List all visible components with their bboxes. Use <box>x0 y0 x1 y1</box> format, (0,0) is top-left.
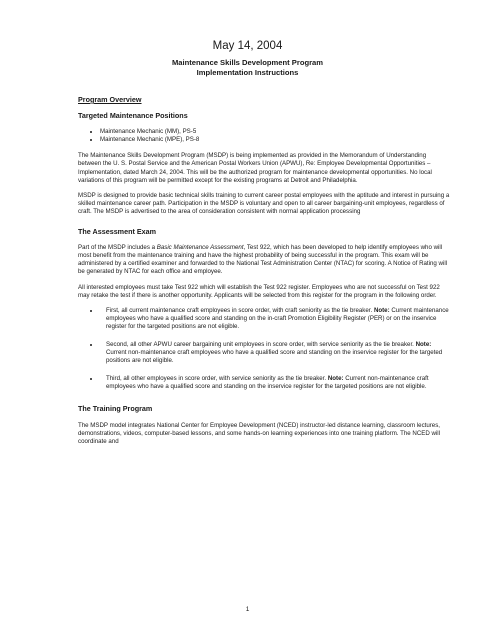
list-item: • Maintenance Mechanic (MPE), PS-8 <box>100 136 450 144</box>
list-item: • Maintenance Mechanic (MM), PS-5 <box>100 128 450 136</box>
list-item <box>100 341 450 365</box>
title-line-1: Maintenance Skills Development Program <box>171 58 324 67</box>
text-run: Part of the MSDP includes a <box>78 244 157 252</box>
positions-list <box>78 128 450 144</box>
paragraph: All interested employees must take Test 922 which will establish the Test 922 register. Employees who are not successful on Test 922 may retake the test if there is another opportunity. Applicants will be selected from this register for the program in the following order. <box>78 283 440 299</box>
list-item <box>100 307 450 331</box>
title-line-2: Implementation Instructions <box>196 68 299 77</box>
note-label: Note: <box>373 306 390 314</box>
text-run: , Test 922, which has been developed to help identify employees who will most benefit from the maintenance training and have the highest probability of being successful in the program. This exam will be administered by a certified examiner and forwarded to the National Test Administration Center (NTAC) for scoring. A Notice of Rating will be generated by NTAC for each office and employee. <box>78 244 448 276</box>
note-text: Current non-maintenance craft employees who have a qualified score and standing on the inservice register for the targeted positions are not eligible. <box>106 375 429 391</box>
italic-text: Basic Maintenance Assessment <box>156 244 244 252</box>
paragraph: The MSDP model integrates National Center for Employee Development (NCED) instructor-led distance learning, classroom lectures, demonstrations, videos, computer-based lessons, and some hands-on learning experiences into one training platform. The NCED will coordinate and <box>78 421 441 445</box>
page-number: 1 <box>245 606 250 613</box>
bullet-text: Second, all other APWU career bargaining unit employees in score order, with service seniority as the tie breaker. <box>106 340 414 348</box>
section-heading-training: The Training Program <box>78 404 153 414</box>
subheading-targeted-positions: Targeted Maintenance Positions <box>78 111 188 121</box>
section-heading-assessment: The Assessment Exam <box>78 227 157 237</box>
document-date: May 14, 2004 <box>212 40 283 52</box>
bullet-text: First, all current maintenance craft employees in score order, with craft seniority as the tie breaker. <box>106 306 373 314</box>
paragraph: MSDP is designed to provide basic technical skills training to current career postal employees with the aptitude and interest in pursuing a skilled maintenance career path. Participation in the MSDP is voluntary and open to all career bargaining-unit employees, regardless of craft. The MSDP is advertised to the area of consideration consistent with normal application processing <box>78 191 450 215</box>
note-label: Note: <box>327 375 344 383</box>
paragraph <box>78 244 450 276</box>
section-heading-program-overview: Program Overview <box>78 95 142 104</box>
selection-order-list <box>78 307 450 392</box>
document-title <box>0 58 495 78</box>
note-text: Current maintenance employees who have a qualified score and standing on the in-craft Promotion Eligibility Register (PER) or on the inservice register for the targeted positions are not eligible. <box>106 306 449 330</box>
list-item <box>100 375 450 391</box>
paragraph: The Maintenance Skills Development Program (MSDP) is being implemented as provided in the Memorandum of Understanding between the U. S. Postal Service and the American Postal Workers Union (APWU), Re: Employee Developmental Opportunities – Implementation, dated March 24, 2004. This will be the authorized program for maintenance developmental opportunities. No local variations of this program will be permitted except for the existing programs at Detroit and Philadelphia. <box>78 152 432 184</box>
note-text: Current non-maintenance craft employees who have a qualified score and standing on the inservice register for the targeted positions are not eligible. <box>106 349 443 365</box>
bullet-text: Third, all other employees in score order, with service seniority as the tie breaker. <box>106 375 327 383</box>
document-body <box>78 96 450 453</box>
note-label: Note: <box>415 340 432 348</box>
